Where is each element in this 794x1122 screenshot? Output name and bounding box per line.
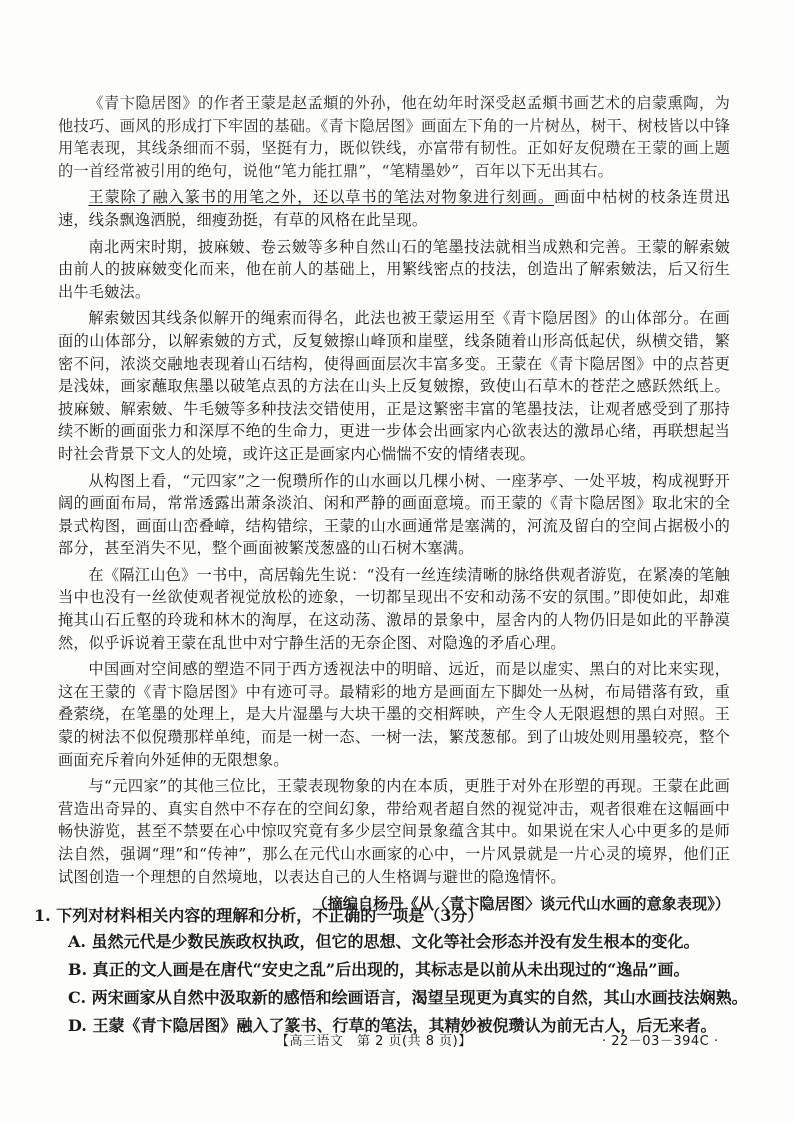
page-number: 【高三语文 第 2 页(共 8 页)】: [276, 1034, 472, 1049]
question-1: [34, 904, 754, 1042]
option-c[interactable]: C. 两宋画家从自然中汲取新的感悟和绘画语言，渴望呈现更为真实的自然，其山水画技法娴熟。: [68, 988, 748, 1007]
page-footer: [0, 1026, 794, 1052]
article-paragraph-3: 南北两宋时期，披麻皴、卷云皴等多种自然山石的笔墨技法就相当成熟和完善。王蒙的解索皴由前人的披麻皴变化而来，他在前人的基础上，用繁线密点的技法，创造出了解索皴法，后又衍生出牛毛皴法。: [58, 237, 730, 301]
article-paragraph-7: 中国画对空间感的塑造不同于西方透视法中的明暗、远近，而是以虚实、黑白的对比来实现，这在王蒙的《青卞隐居图》中有迹可寻。最精彩的地方是画面左下脚处一丛树，布局错落有致，重叠萦绕，在笔墨的处理上，是大片湿墨与大块干墨的交相辉映，产生令人无限遐想的黑白对照。王蒙的树法不似倪瓒那样单纯，而是一树一态、一树一法，繁茂葱郁。到了山坡处则用墨较亮，整个画面充斥着向外延伸的无限想象。: [58, 660, 730, 769]
article-paragraph-5: 从构图上看，“元四家”之一倪瓒所作的山水画以几棵小树、一座茅亭、一处平坡，构成视野开阔的画面布局，常常透露出萧条淡泊、闲和严静的画面意境。而王蒙的《青卞隐居图》取北宋的全景式构图，画面山峦叠嶂，结构错综，王蒙的山水画通常是塞满的，河流及留白的空间占据极小的部分，甚至消失不见，整个画面被繁茂葱盛的山石树木塞满。: [58, 471, 730, 558]
article-paragraph-8: 与“元四家”的其他三位比，王蒙表现物象的内在本质，更胜于对外在形塑的再现。王蒙在此画营造出奇异的、真实自然中不存在的空间幻象，带给观者超自然的视觉冲击，观者很难在这幅画中畅快游览，甚至不禁要在心中惊叹究竟有多少层空间景象蕴含其中。如果说在宋人心中更多的是师法自然，强调“理”和“传神”，那么在元代山水画家的心中，一片风景就是一片心灵的境界，他们正试图创造一个理想的自然境地，以表达自己的人生格调与避世的隐逸情怀。: [58, 777, 730, 886]
exam-code: · 22－03－394C ·: [602, 1034, 719, 1049]
paragraph-2-rest: 画面中枯树的枝条连贯迅速，线条飘逸洒脱，细瘦劲挺，有草的风格在此呈现。: [58, 188, 730, 229]
article-paragraph-1: 《青卞隐居图》的作者王蒙是赵孟頫的外孙，他在幼年时深受赵孟頫书画艺术的启蒙熏陶，为他技巧、画风的形成打下牢固的基础。《青卞隐居图》画面左下角的一片树丛，树干、树枝皆以中锋用笔表现，其线条细而不弱，坚挺有力，既似铁线，亦富带有韧性。正如好友倪瓒在王蒙的画上题的一首经常被引用的绝句，说他“笔力能扛鼎”，“笔精墨妙”，百年以下无出其右。: [58, 94, 730, 180]
option-d[interactable]: D. 王蒙《青卞隐居图》融入了篆书、行草的笔法，其精妙被倪瓒认为前无古人，后无来者。: [68, 1016, 717, 1035]
option-b[interactable]: B. 真正的文人画是在唐代“安史之乱”后出现的，其标志是以前从未出现过的“逸品”画。: [68, 960, 690, 979]
article-paragraph-6: 在《隔江山色》一书中，高居翰先生说：“没有一丝连续清晰的脉络供观者游览，在紧凑的笔触当中也没有一丝欲使观者视觉放松的迹象，一切都呈现出不安和动荡不安的氛围。”即使如此，却难掩其山石丘壑的玲珑和林木的淘厚，在这动荡、激昂的景象中，屋舍内的人物仍旧是如此的平静漠然，似乎诉说着王蒙在乱世中对宁静生活的无奈企图、对隐逸的矛盾心理。: [58, 565, 730, 652]
option-a[interactable]: A. 虽然元代是少数民族政权执政，但它的思想、文化等社会形态并没有发生根本的变化。: [68, 932, 700, 951]
article-paragraph-2: [58, 186, 730, 231]
article-paragraph-4: 解索皴因其线条似解开的绳索而得名，此法也被王蒙运用至《青卞隐居图》的山体部分。在画面的山体部分，以解索皴的方式，反复皴擦山峰顶和崖壁，线条随着山形高低起伏，纵横交错，繁密不问，浓淡交融地表现着山石结构，使得画面层次丰富多变。王蒙在《青卞隐居图》中的点苔更是浅妹，画家蘸取焦墨以破笔点厾的方法在山头上反复皴擦，致使山石草木的苍茫之感跃然纸上。披麻皴、解索皴、牛毛皴等多种技法交错使用，正是这繁密丰富的笔墨技法，让观者感受到了那持续不断的画面张力和深厚不绝的生命力，更进一步体会出画家内心欲表达的激昂心绪，再联想起当时社会背景下文人的处境，或许这正是画家内心惴惴不安的情绪表现。: [58, 309, 730, 463]
article-body: [58, 92, 730, 922]
article-source: （摘编自杨丹《从〈青卞隐居图〉谈元代山水画的意象表现》）: [312, 895, 730, 914]
underlined-sentence: 王蒙除了融入篆书的用笔之外，还以草书的笔法对物象进行刻画。: [88, 188, 555, 207]
question-stem: 1. 下列对材料相关内容的理解和分析，不正确的一项是（3分）: [34, 906, 484, 925]
